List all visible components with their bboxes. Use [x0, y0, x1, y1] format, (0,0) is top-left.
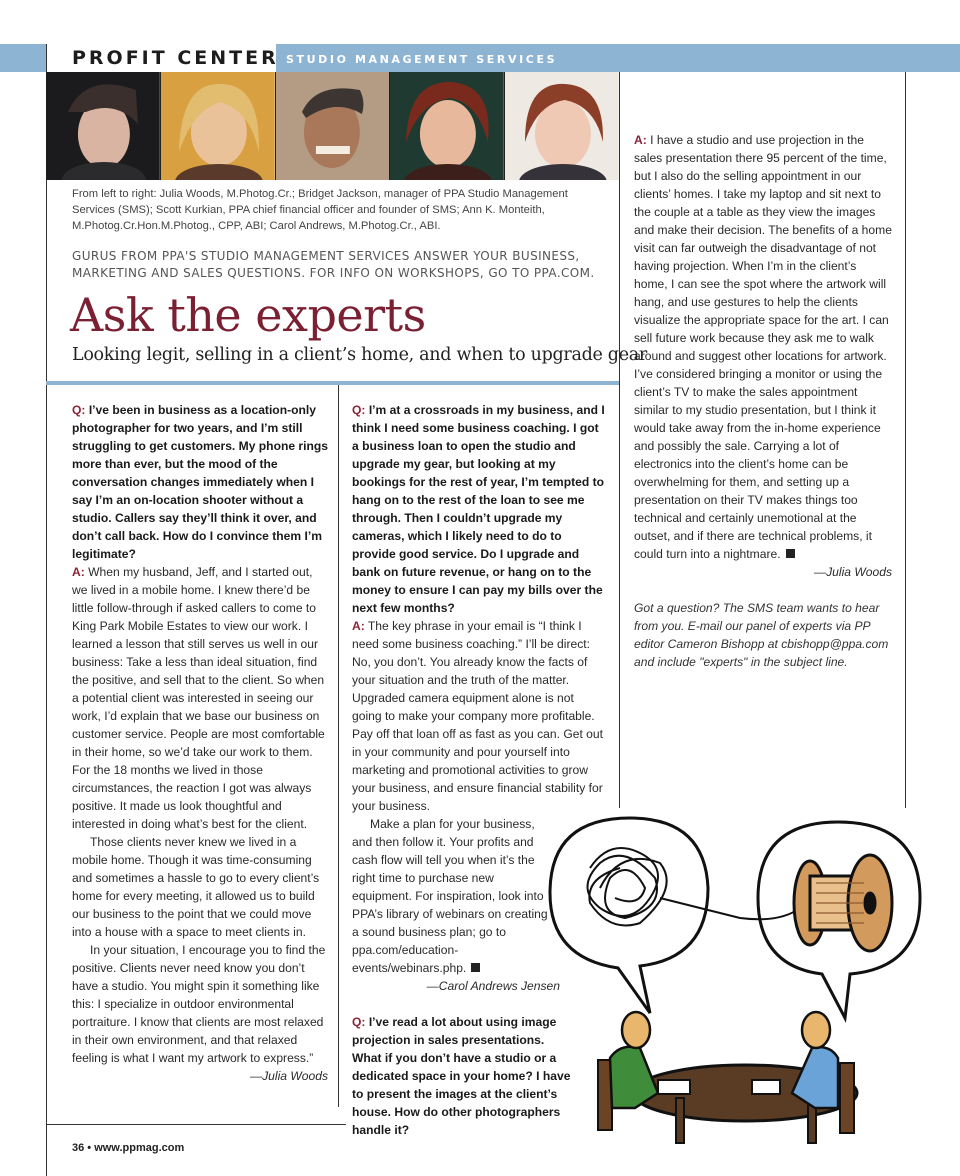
answer-signature: —Julia Woods [814, 565, 892, 579]
article-column-1 [72, 401, 328, 1085]
question-text: I’ve been in business as a location-only photographer for two years, and I’m still struggling to get customers. My phone rings more than ever, but the mood of the conversation changes immediately when I say I’m an on-location shooter without a studio. Callers say they’ll think it over, and don’t call back. How do I convince them I’m legitimate? [72, 403, 329, 561]
answer-paragraph: Make a plan for your business, and then follow it. Your profits and cash flow will tell you when it’s the right time to purchase new equipment. For inspiration, look into PPA’s library of webinars on creating a sound business plan; go to ppa.com/education-events/webinars.php. [352, 817, 548, 975]
answer-marker: A: [634, 133, 647, 147]
bottom-rule [46, 1124, 346, 1125]
end-mark [471, 963, 480, 972]
answer-signature: —Julia Woods [250, 1069, 328, 1083]
intro-deck: GURUS FROM PPA'S STUDIO MANAGEMENT SERVICES ANSWER YOUR BUSINESS, MARKETING AND SALES QUESTIONS. FOR INFO ON WORKSHOPS, GO TO PPA.COM. [72, 249, 595, 280]
headline-rule [46, 381, 619, 385]
right-column-rule [619, 72, 620, 808]
question-marker: Q: [352, 403, 366, 417]
portrait-photo [161, 72, 276, 180]
photo-caption: From left to right: Julia Woods, M.Photog.Cr.; Bridget Jackson, manager of PPA Studio Management Services (SMS); Scott Kurkian, PPA chief financial officer and founder of SMS; Ann K. Monteith, M.Photog.Cr.Hon.M.Photog., CPP, ABI; Carol Andrews, M.Photog.Cr., ABI. [72, 188, 568, 232]
answer-paragraph: I have a studio and use projection in the sales presentation there 95 percent of the time, but I also do the selling appointment in our clients’ homes. I take my laptop and sit next to the couple at a table as they view the images and make their decision. The benefits of a home visit can far outweigh the disadvantage of not having projection. When I’m in the client’s home, I can see the spot where the artwork will hang, and use gestures to help the clients visualize the appropriate space for the art. I can sell future work because they ask me to walk around and suggest other locations for artwork. I’ve considered bringing a monitor or using the client’s TV to make the sales appointment similar to my studio presentation, but I think it would take away from the in-home experience and possibly the sale. Carrying a lot of electronics into the client’s home can be overwhelming for them, and setting up a presentation on their TV makes things too technical and certainly unemotional at the outset, and if there are technical problems, it could turn into a nightmare. [634, 133, 892, 561]
end-mark [786, 549, 795, 558]
answer-paragraph: In your situation, I encourage you to find the positive. Clients never need know you don’t have a studio. You might spin it something like this: I specialize in outdoor environmental portraiture. I know that clients are most relaxed in their own environment, and that relaxed feeling is what I want my artwork to express.” [72, 943, 326, 1065]
answer-paragraph: The key phrase in your email is “I think I need some business coaching.” I’ll be direct: No, you don’t. You already know the facts of your situation and the truth of the matter. Upgraded camera equipment alone is not going to make your company more profitable. Pay off that loan off as fast as you can. Get out in your community and pour yourself into marketing and promotional activities to grow your business, and ensure financial stability for your business. [352, 619, 603, 813]
illustration-conversation [540, 808, 930, 1158]
question-text: I’ve read a lot about using image projection in sales presentations. What if you don’t have a studio or a dedicated space in your home? I have to present the images at the client’s house. How do other photographers handle it? [352, 1015, 571, 1137]
answer-signature: —Carol Andrews Jensen [426, 979, 560, 993]
question-marker: Q: [352, 1015, 366, 1029]
left-rule [46, 44, 47, 1176]
page-right-rule [905, 72, 906, 808]
answer-marker: A: [352, 619, 365, 633]
portrait-photo [276, 72, 391, 180]
portrait-strip [46, 72, 619, 180]
section-title: PROFIT CENTER [72, 47, 279, 69]
answer-paragraph: Those clients never knew we lived in a mobile home. Though it was time-consuming and sometimes a hassle to go to every client’s home for every meeting, it allowed us to build our business to the point that we could move into a house with a space to meet clients in. [72, 835, 320, 939]
article-column-3 [634, 131, 892, 671]
section-subtitle: STUDIO MANAGEMENT SERVICES [286, 53, 558, 66]
answer-paragraph: When my husband, Jeff, and I started out, we lived in a mobile home. I knew there’d be little follow-through if asked callers to come to King Park Mobile Estates to view our work. I learned a lesson that still serves us well in our business: Take a less than ideal situation, find the positive, and sell that to the client. So when a potential client was interested in seeing our work, I’d explain that we base our business on customer service. People are most comfortable in their home, so we’d take our work to them. For the 18 months we lived in those circumstances, the reaction I got was always positive. It made us look thoughtful and interested in doing what’s best for the client. [72, 565, 325, 831]
headline: Ask the experts [70, 288, 426, 342]
portrait-photo [390, 72, 505, 180]
portrait-photo [46, 72, 161, 180]
portrait-photo [505, 72, 619, 180]
page-footer: 36 • www.ppmag.com [72, 1142, 185, 1154]
answer-marker: A: [72, 565, 85, 579]
subheadline: Looking legit, selling in a client’s home, and when to upgrade gear [72, 345, 647, 365]
column-divider [338, 385, 339, 1107]
promo-note: Got a question? The SMS team wants to hear from you. E-mail our panel of experts via PP editor Cameron Bishopp at cbishopp@ppa.com and include "experts" in the subject line. [634, 601, 889, 669]
question-text: I’m at a crossroads in my business, and I think I need some business coaching. I got a business loan to open the studio and upgrade my gear, but looking at my bookings for the rest of year, I’m tempted to hang on to the rest of the loan to see me through. Then I couldn’t upgrade my cameras, which I likely need to do to provide good service. Do I upgrade and bank on future revenue, or hang on to the money to ensure I can pay my bills over the next few months? [352, 403, 605, 615]
question-marker: Q: [72, 403, 86, 417]
